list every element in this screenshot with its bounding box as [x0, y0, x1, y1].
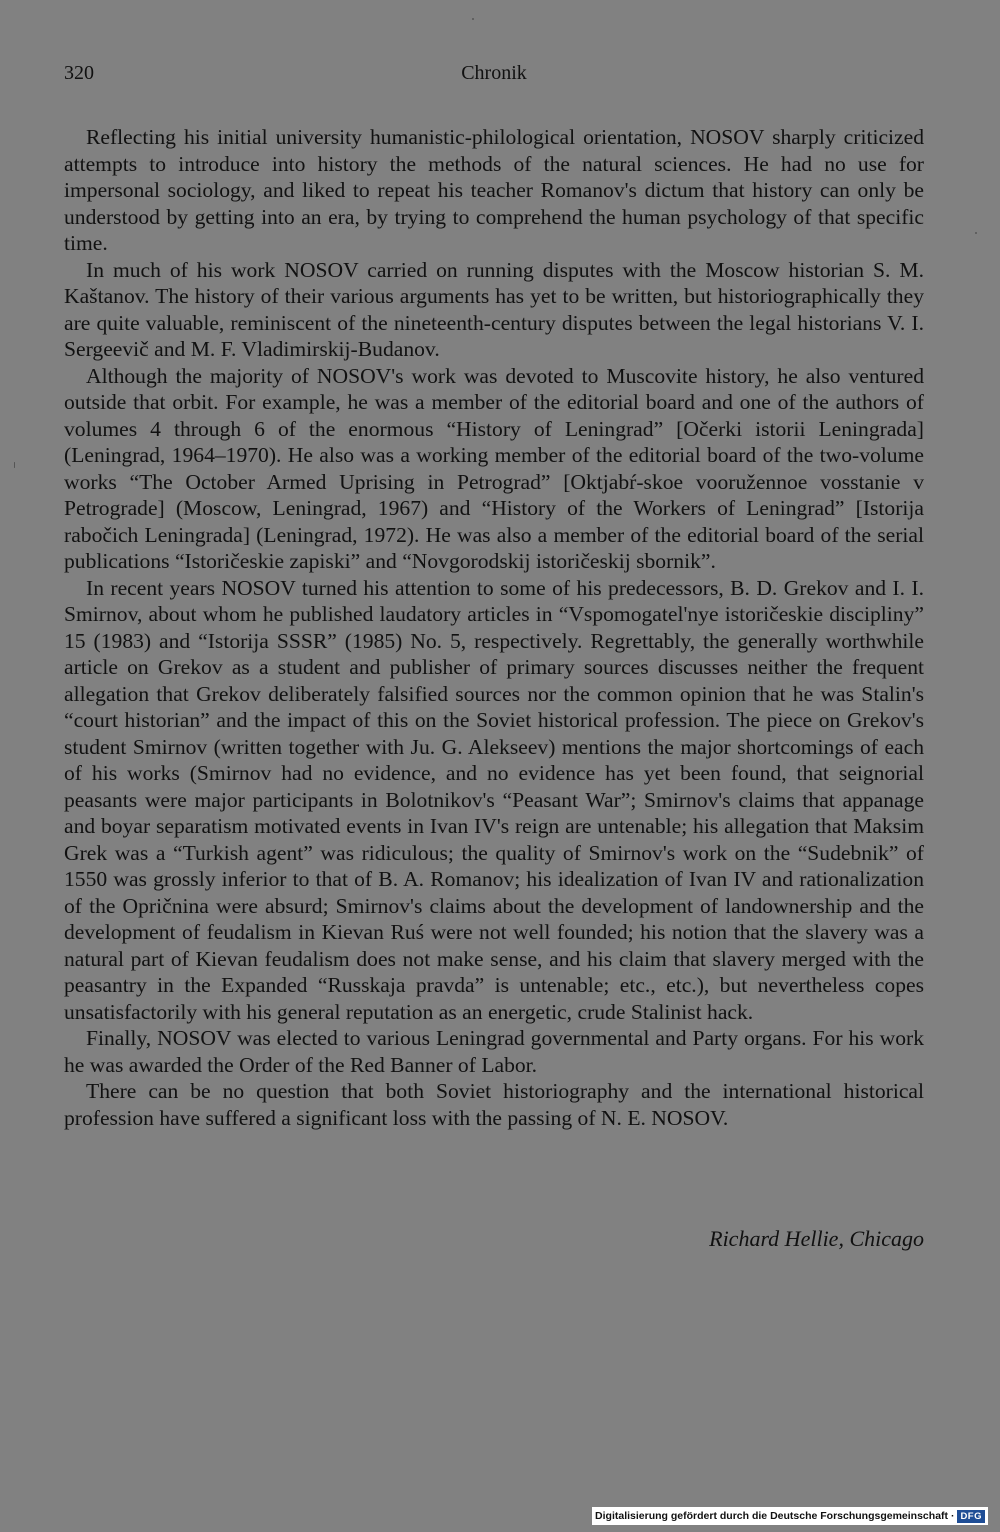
paragraph-4: In recent years NOSOV turned his attention to some of his predecessors, B. D. Grekov and I. I. Smirnov, about whom he published laudatory articles in “Vspomogatel'nye istoričeskie discipliny” 15 (1983) and “Istorija SSSR” (1985) No. 5, respectively. Regrettably, the generally worthwhile article on Grekov as a student and publisher of primary sources discusses neither the frequent allegation that Grekov deliberately falsified sources nor the common opinion that he was Stalin's “court historian” and the impact of this on the Soviet historical profession. The piece on Grekov's student Smirnov (written together with Ju. G. Alekseev) mentions the major shortcomings of each of his works (Smirnov had no evidence, and no evidence has yet been found, that seignorial peasants were major participants in Bolotnikov's “Peasant War”; Smirnov's claims that appanage and boyar separatism motivated events in Ivan IV's reign are untenable; his allegation that Maksim Grek was a “Turkish agent” was ridiculous; the quality of Smirnov's work on the “Sudebnik” of 1550 was grossly inferior to that of B. A. Romanov; his idealization of Ivan IV and rationalization of the Opričnina were absurd; Smirnov's claims about the development of landownership and the development of feudalism in Kievan Ruś were not well founded; his notion that the slavery was a natural part of Kievan feudalism does not make sense, and his claim that slavery merged with the peasantry in the Expanded “Russkaja pravda” is untenable; etc., etc.), but nevertheless copes unsatisfactorily with his general reputation as an energetic, crude Stalinist hack. — [64, 575, 924, 1024]
article-body — [64, 124, 924, 1131]
paragraph-2: In much of his work NOSOV carried on running disputes with the Moscow historian S. M. Kaštanov. The history of their various arguments has yet to be written, but historiographically they are quite valuable, reminiscent of the nineteenth-century disputes between the legal historians V. I. Sergeevič and M. F. Vladimirskij-Budanov. — [64, 257, 924, 361]
digitization-footer — [592, 1507, 988, 1525]
page-number: 320 — [64, 62, 94, 84]
scan-speck — [975, 232, 977, 234]
paragraph-3: Although the majority of NOSOV's work was devoted to Muscovite history, he also ventured outside that orbit. For example, he was a member of the editorial board and one of the authors of volumes 4 through 6 of the enormous “History of Leningrad” [Očerki istorii Leningrada] (Leningrad, 1964–1970). He also was a working member of the editorial board of the two-volume works “The October Armed Uprising in Petrograd” [Oktjabŕ-skoe vooružennoe vosstanie v Petrograde] (Moscow, Leningrad, 1967) and “History of the Workers of Leningrad” [Istorija rabočich Leningrada] (Leningrad, 1972). He was also a member of the editorial board of the serial publications “Istoričeskie zapiski” and “Novgorodskij istoričeskij sbornik”. — [64, 363, 924, 573]
scan-speck — [14, 462, 15, 468]
paragraph-6: There can be no question that both Soviet historiography and the international historical profession have suffered a significant loss with the passing of N. E. NOSOV. — [64, 1079, 924, 1130]
dfg-logo: DFG — [957, 1510, 985, 1523]
funding-note: Digitalisierung gefördert durch die Deutsche Forschungsgemeinschaft · — [595, 1510, 955, 1522]
paragraph-5: Finally, NOSOV was elected to various Leningrad governmental and Party organs. For his work he was awarded the Order of the Red Banner of Labor. — [64, 1026, 924, 1077]
paragraph-1: Reflecting his initial university humanistic-philological orientation, NOSOV sharply criticized attempts to introduce into history the methods of the natural sciences. He had no use for impersonal sociology, and liked to repeat his teacher Romanov's dictum that history can only be understood by getting into an era, by trying to comprehend the human psychology of that specific time. — [64, 125, 924, 255]
author-signature: Richard Hellie, Chicago — [709, 1226, 924, 1251]
scan-speck — [472, 18, 474, 20]
running-head: Chronik — [461, 62, 527, 84]
page-header — [64, 62, 924, 92]
